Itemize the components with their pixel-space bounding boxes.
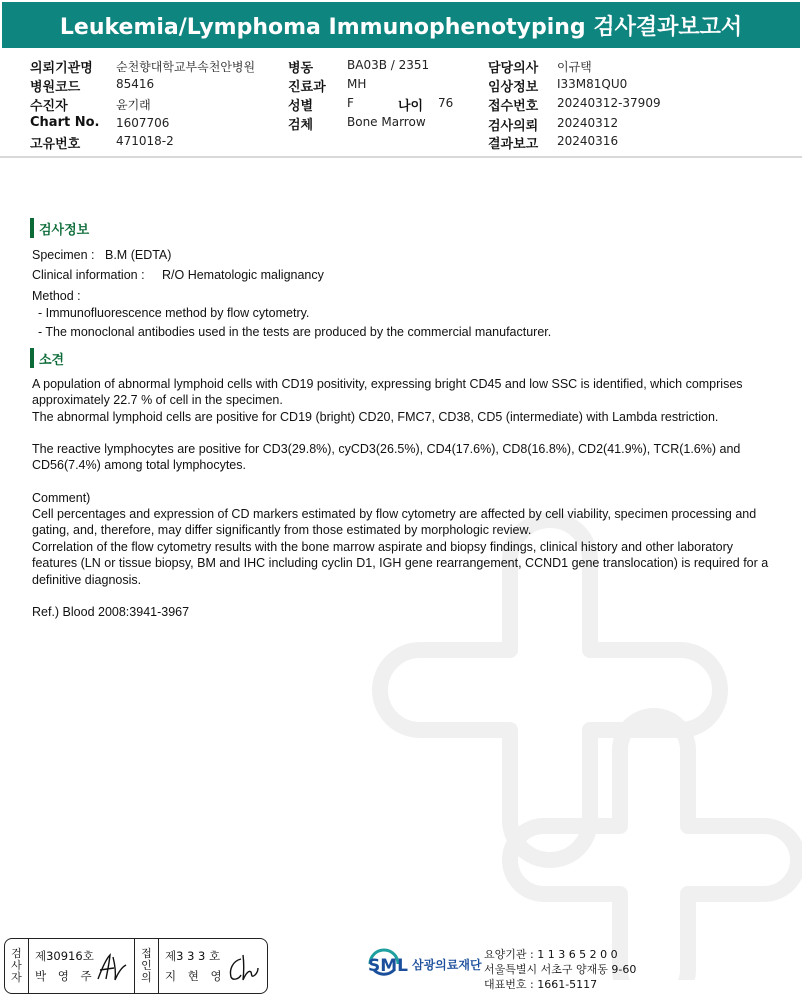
- meta-value-doctor: 이규택: [557, 60, 592, 74]
- section-findings-heading: [30, 348, 64, 368]
- meta-value-accession-no: 20240312-37909: [557, 96, 661, 110]
- meta-label-department: 진료과: [288, 80, 326, 95]
- method-item: - Immunofluorescence method by flow cytometry.: [38, 306, 310, 320]
- sml-logo-text: SML: [368, 956, 408, 976]
- meta-label-unique-no: 고유번호: [30, 137, 81, 152]
- confirmer-label-char: 인: [141, 959, 152, 972]
- meta-label-sex: 성별: [288, 99, 314, 114]
- comment-paragraph: Cell percentages and expression of CD markers estimated by flow cytometry are affected by cell viability, specimen processing and gating, and, therefore, may differ significantly from those estimated by morphologic review.: [32, 507, 757, 538]
- meta-value-request-date: 20240312: [557, 116, 619, 130]
- findings-paragraph: A population of abnormal lymphoid cells with CD19 positivity, expressing bright CD45 and low SSC is identified, which comprises approximately 22.7 % of cell in the specimen.: [32, 377, 743, 408]
- comment-paragraph: Correlation of the flow cytometry results with the bone marrow aspirate and biopsy findings, clinical history and other laboratory features (LN or tissue biopsy, BM and IHC including cyclin D1, IGH gene rearrangement, CCND1 gene translocation) is required for a definitive diagnosis.: [32, 540, 769, 587]
- method-label: Method :: [32, 289, 81, 303]
- meta-value-unique-no: 471018-2: [116, 134, 174, 148]
- meta-label-hospital-code: 병원코드: [30, 80, 81, 95]
- meta-label-ward: 병동: [288, 61, 314, 76]
- meta-label-clinical-info: 임상정보: [488, 80, 539, 95]
- meta-value-clinical-info: I33M81QU0: [557, 77, 628, 91]
- examiner-vertical-label: [5, 939, 29, 993]
- org-address: 서울특별시 서초구 양재동 9-60: [484, 963, 637, 976]
- confirmer-signature: [227, 953, 259, 983]
- care-institution-no: 요양기관 : 1 1 3 6 5 2 0 0: [484, 948, 618, 961]
- patient-info-header: [0, 56, 802, 152]
- examiner-cell: [29, 939, 135, 993]
- meta-label-age: 나이: [398, 99, 424, 114]
- signature-box: [4, 938, 268, 994]
- findings-paragraph: The abnormal lymphoid cells are positive for CD19 (bright) CD20, FMC7, CD38, CD5 (intermediate) with Lambda restriction.: [32, 410, 719, 424]
- confirmer-label-char: 의: [141, 971, 152, 984]
- meta-value-department: MH: [347, 77, 367, 91]
- meta-label-report-date: 결과보고: [488, 137, 539, 152]
- meta-value-age: 76: [438, 96, 454, 110]
- specimen-value: B.M (EDTA): [105, 248, 172, 262]
- clinical-info-value: R/O Hematologic malignancy: [162, 268, 324, 282]
- examiner-signature: [96, 953, 128, 983]
- clinical-info-label: Clinical information :: [32, 268, 145, 282]
- meta-value-sex: F: [347, 96, 354, 110]
- section-test-info-heading: [30, 218, 89, 238]
- findings-paragraph: The reactive lymphocytes are positive for CD3(29.8%), cyCD3(26.5%), CD4(17.6%), CD8(16.8%), CD2(41.9%), TCR(1.6%) and CD56(7.4%) among total lymphocytes.: [32, 442, 741, 473]
- meta-label-specimen: 검체: [288, 118, 314, 133]
- org-name: 삼광의료재단: [412, 957, 482, 972]
- confirmer-name: 지 현 영: [165, 969, 226, 983]
- org-phone: 대표번호 : 1661-5117: [484, 978, 598, 991]
- meta-value-ward: BA03B / 2351: [347, 58, 430, 72]
- examiner-license-no: 제30916호: [35, 949, 94, 963]
- sml-logo: [366, 946, 482, 982]
- examiner-label-char: 검: [11, 947, 22, 960]
- confirmer-vertical-label: [135, 939, 159, 993]
- specimen-label: Specimen :: [32, 248, 95, 262]
- meta-label-institution: 의뢰기관명: [30, 61, 93, 76]
- meta-value-patient: 윤기래: [116, 98, 151, 112]
- meta-value-report-date: 20240316: [557, 134, 619, 148]
- meta-label-chart-no: Chart No.: [30, 115, 100, 130]
- meta-value-hospital-code: 85416: [116, 77, 155, 91]
- meta-label-accession-no: 접수번호: [488, 99, 539, 114]
- examiner-label-char: 사: [11, 959, 22, 972]
- meta-value-specimen: Bone Marrow: [347, 115, 426, 129]
- section-findings-title: 소견: [39, 352, 65, 368]
- examiner-label-char: 자: [11, 971, 22, 984]
- confirmer-label-char: 접: [141, 947, 152, 960]
- header-divider: [0, 156, 802, 158]
- examiner-name: 박 영 주: [35, 969, 96, 983]
- meta-label-request-date: 검사의뢰: [488, 119, 539, 134]
- section-test-info-title: 검사정보: [39, 222, 90, 238]
- meta-label-patient: 수진자: [30, 99, 68, 114]
- meta-value-chart-no: 1607706: [116, 116, 170, 130]
- report-title: Leukemia/Lymphoma Immunophenotyping 검사결과보고서: [2, 2, 800, 48]
- section-accent-bar: [30, 218, 34, 238]
- confirmer-license-no: 제3 3 3 호: [165, 949, 221, 963]
- reference: Ref.) Blood 2008:3941-3967: [32, 605, 190, 619]
- section-accent-bar: [30, 348, 34, 368]
- comment-label: Comment): [32, 491, 91, 505]
- method-item: - The monoclonal antibodies used in the tests are produced by the commercial manufacturer.: [38, 325, 552, 339]
- meta-label-doctor: 담당의사: [488, 61, 539, 76]
- meta-value-institution: 순천향대학교부속천안병원: [116, 60, 256, 74]
- confirmer-cell: [159, 939, 265, 993]
